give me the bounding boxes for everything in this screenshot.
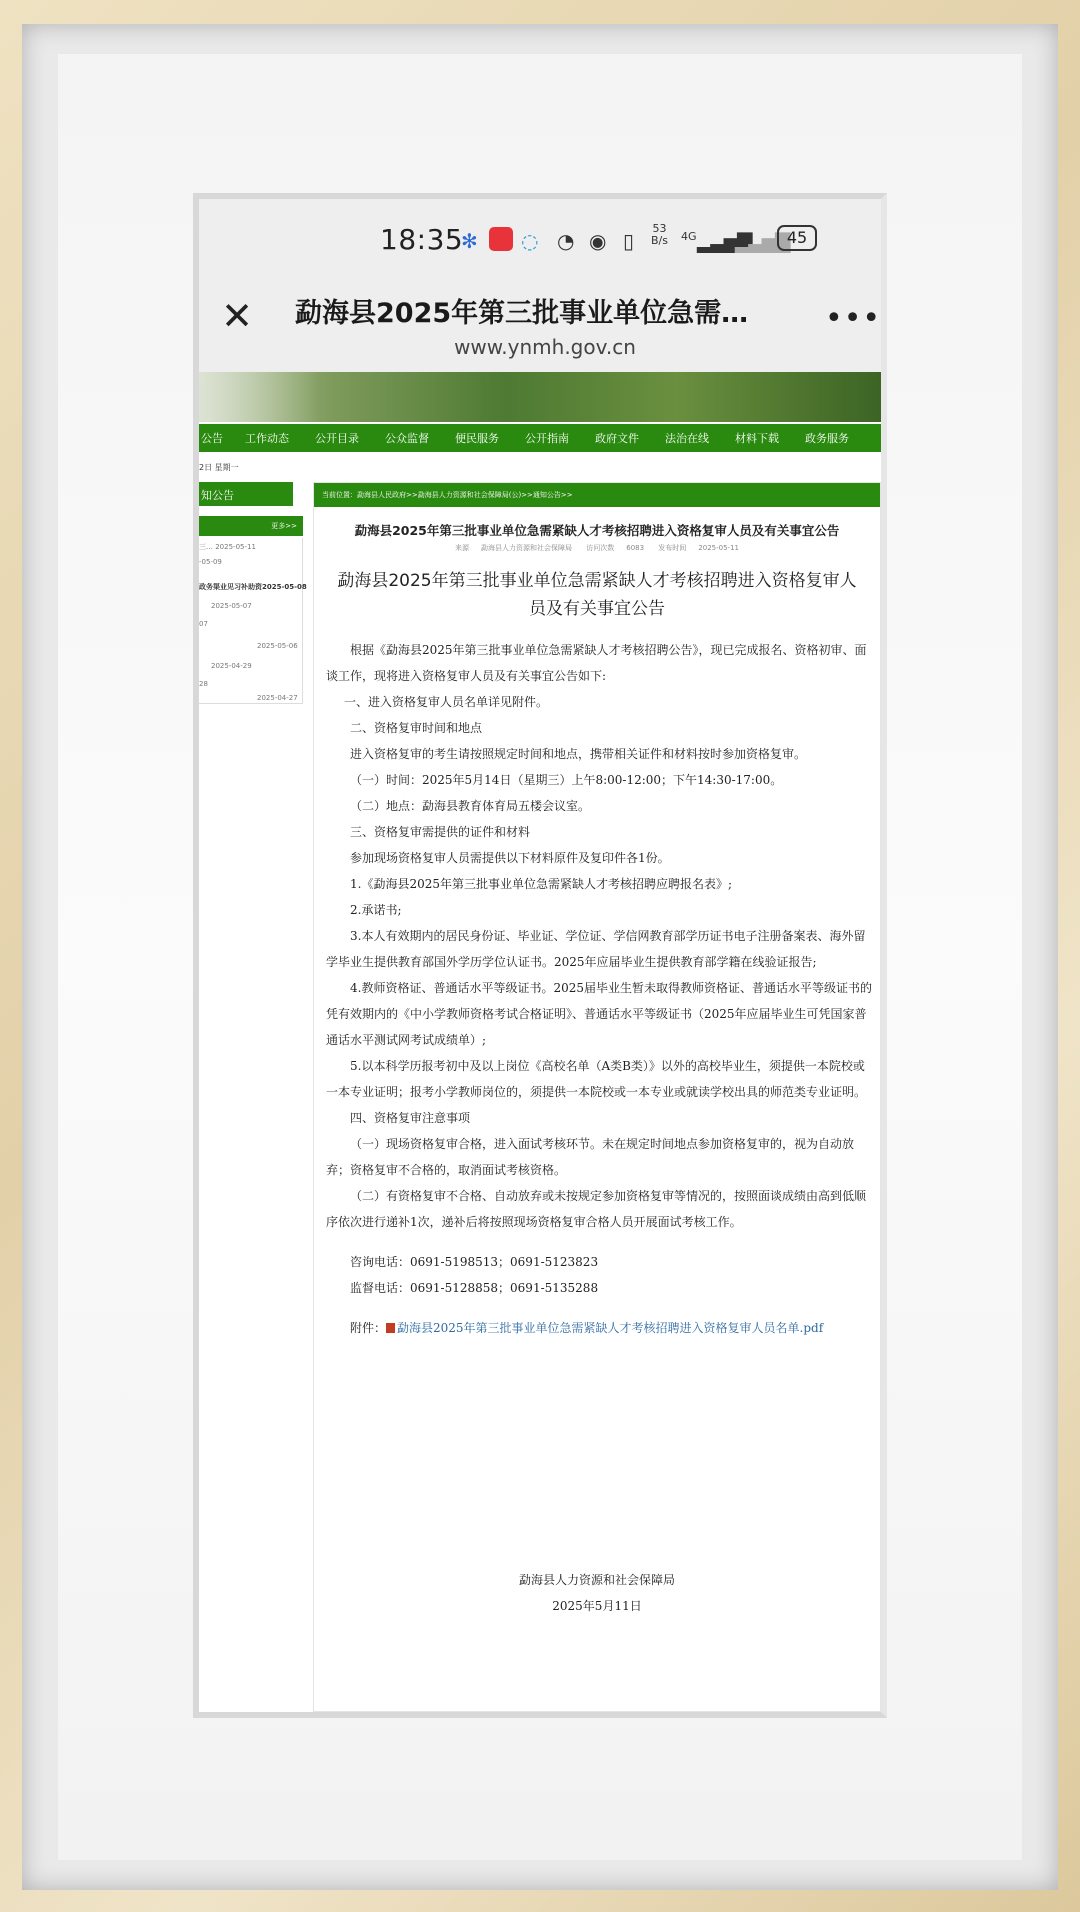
signature [314, 1567, 880, 1619]
list-item[interactable]: 政务渠业见习补助资2025-05-08 [199, 583, 307, 591]
article-heading: 勐海县2025年第三批事业单位急需紧缺人才考核招聘进入资格复审人员及有关事宜公告 [354, 523, 840, 538]
speedometer-icon: ◔ [557, 229, 575, 253]
list-item[interactable]: 三… 2025-05-11 [199, 543, 256, 551]
site-banner [199, 372, 881, 422]
pdf-icon [386, 1323, 395, 1333]
date-line: 2日 星期一 [199, 463, 239, 472]
close-icon[interactable]: ✕ [221, 294, 253, 338]
nav-item-service[interactable]: 便民服务 [455, 432, 499, 445]
paragraph: 2.承诺书; [350, 903, 402, 917]
net-speed-unit: B/s [651, 234, 668, 247]
net-speed-value: 53 [652, 222, 667, 235]
list-item[interactable]: 28 [199, 680, 208, 688]
nav-item-supervision[interactable]: 公众监督 [385, 432, 429, 445]
signal-weak-icon: ▂▃▅▇ [735, 229, 789, 253]
sidebar-more-link[interactable]: 更多>> [199, 516, 303, 536]
page-url: www.ynmh.gov.cn [454, 335, 636, 359]
paragraph: （一）现场资格复审合格，进入面试考核环节。未在规定时间地点参加资格复审的，视为自动放弃；资格复审不合格的，取消面试考核资格。 [326, 1137, 855, 1177]
site-navbar [199, 424, 881, 452]
nav-item-law[interactable]: 法治在线 [665, 432, 709, 445]
consult-phone: 咨询电话：0691-5198513；0691-5123823 [350, 1255, 599, 1269]
baidu-paw-icon: ✻ [461, 229, 478, 253]
status-bar [199, 223, 881, 263]
meta-date: 2025-05-11 [698, 544, 739, 552]
paragraph: 3.本人有效期内的居民身份证、毕业证、学位证、学信网教育部学历证书电子注册备案表、海外留学毕业生提供教育部国外学历学位认证书。2025年应届毕业生提供教育部学籍在线验证报告; [326, 929, 866, 969]
paragraph: 一、进入资格复审人员名单详见附件。 [344, 695, 549, 709]
list-item[interactable]: 07 [199, 620, 208, 628]
battery-level: 45 [777, 225, 817, 251]
network-type: 4G [681, 230, 697, 243]
meta-views-label: 访问次数 [586, 544, 615, 552]
paragraph: 进入资格复审的考生请按照规定时间和地点，携带相关证件和材料按时参加资格复审。 [350, 747, 807, 761]
article-meta [314, 543, 880, 553]
paragraph: 三、资格复审需提供的证件和材料 [350, 825, 531, 839]
sign-org: 勐海县人力资源和社会保障局 [518, 1573, 675, 1587]
meta-source-label: 来源 [455, 544, 469, 552]
list-item[interactable]: 2025-05-07 [211, 602, 252, 610]
net-speed [651, 223, 668, 247]
attachment-label: 附件： [350, 1321, 387, 1335]
attachment [326, 1315, 872, 1341]
list-item[interactable]: 2025-04-29 [211, 662, 252, 670]
article-body [326, 637, 872, 1341]
breadcrumb[interactable]: 当前位置：勐海县人民政府>>勐海县人力资源和社会保障局(公)>>通知公告>> [314, 483, 880, 507]
vibrate-icon: ▯ [623, 229, 635, 253]
page-title: 勐海县2025年第三批事业单位急需… [295, 298, 749, 329]
paragraph: 1.《勐海县2025年第三批事业单位急需紧缺人才考核招聘应聘报名表》; [350, 877, 733, 891]
meta-views: 6083 [626, 544, 645, 552]
nav-item-guide[interactable]: 公开指南 [525, 432, 569, 445]
sidebar-heading: 知公告 [199, 482, 303, 506]
signal-icon: ▂▃▅▇ [697, 229, 751, 253]
paragraph: 二、资格复审时间和地点 [350, 721, 483, 735]
xiaohongshu-icon [489, 227, 513, 251]
phone-screen [193, 193, 887, 1718]
supervise-phone: 监督电话：0691-5128858；0691-5135288 [350, 1281, 599, 1295]
phone-header [199, 199, 881, 372]
nav-item-documents[interactable]: 政府文件 [595, 432, 639, 445]
paragraph: 根据《勐海县2025年第三批事业单位急需紧缺人才考核招聘公告》，现已完成报名、资格初审、面谈工作，现将进入资格复审人员及有关事宜公告如下: [326, 643, 867, 683]
nav-item-download[interactable]: 材料下载 [735, 432, 779, 445]
eye-icon: ◉ [589, 229, 607, 253]
sign-date: 2025年5月11日 [552, 1599, 642, 1613]
nav-item-notice[interactable]: 公告 [201, 432, 223, 445]
paragraph: 4.教师资格证、普通话水平等级证书。2025届毕业生暂未取得教师资格证、普通话水平等级证书的凭有效期内的《中小学教师资格考试合格证明》、普通话水平等级证书（2025年应届毕业生可凭国家普通话水平测试网考试成绩单）; [326, 981, 872, 1047]
browser-title-bar [199, 279, 881, 369]
paragraph: （二）有资格复审不合格、自动放弃或未按规定参加资格复审等情况的，按照面谈成绩由高到低顺序依次进行递补1次，递补后将按照现场资格复审合格人员开展面试考核工作。 [326, 1189, 867, 1229]
list-item[interactable]: -05-09 [199, 558, 222, 566]
chat-bubble-icon: ◌ [521, 229, 539, 253]
article-panel [313, 482, 881, 1712]
nav-item-catalog[interactable]: 公开目录 [315, 432, 359, 445]
nav-item-gov-service[interactable]: 政务服务 [805, 432, 849, 445]
paragraph: 四、资格复审注意事项 [350, 1111, 471, 1125]
article-title: 勐海县2025年第三批事业单位急需紧缺人才考核招聘进入资格复审人员及有关事宜公告 [337, 571, 857, 619]
paragraph: 参加现场资格复审人员需提供以下材料原件及复印件各1份。 [350, 851, 670, 865]
list-item[interactable]: 2025-04-27 [257, 694, 298, 702]
web-content [199, 372, 881, 1712]
paragraph: （一）时间：2025年5月14日（星期三）上午8:00-12:00；下午14:30-17:00。 [350, 773, 783, 787]
paragraph: 5.以本科学历报考初中及以上岗位《高校名单（A类B类）》以外的高校毕业生，须提供一本院校或一本专业证明；报考小学教师岗位的，须提供一本院校或一本专业或就读学校出具的师范类专业证明。 [326, 1059, 867, 1099]
status-time: 18:35 [380, 223, 464, 256]
nav-item-work[interactable]: 工作动态 [245, 432, 289, 445]
attachment-link[interactable]: 勐海县2025年第三批事业单位急需紧缺人才考核招聘进入资格复审人员名单.pdf [397, 1321, 824, 1335]
sidebar-list [199, 538, 307, 704]
list-item[interactable]: 2025-05-06 [257, 642, 298, 650]
paragraph: （二）地点：勐海县教育体育局五楼会议室。 [350, 799, 591, 813]
meta-source: 勐海县人力资源和社会保障局 [481, 544, 572, 552]
meta-date-label: 发布时间 [658, 544, 687, 552]
more-menu-icon[interactable]: ••• [825, 301, 882, 336]
